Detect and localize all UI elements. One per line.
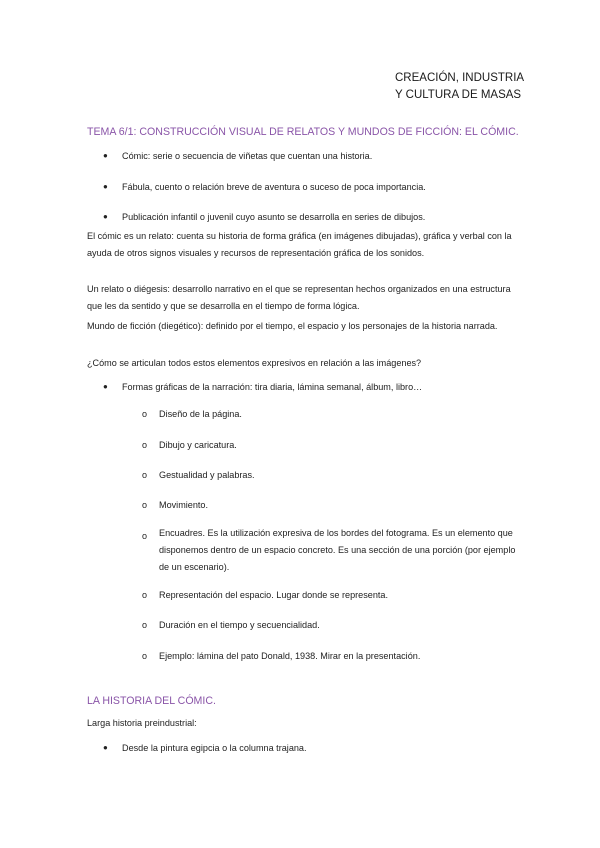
- document-header: [395, 70, 524, 104]
- sub-bullet-icon: o: [142, 440, 148, 450]
- sub-bullet-icon: o: [142, 620, 148, 630]
- sub-list-item: Duración en el tiempo y secuencialidad.: [159, 620, 320, 630]
- bullet-icon: ●: [103, 212, 108, 221]
- paragraph: Larga historia preindustrial:: [87, 718, 197, 728]
- sub-bullet-icon: o: [142, 531, 148, 541]
- header-line-1: CREACIÓN, INDUSTRIA: [395, 72, 525, 84]
- sub-list-item: Encuadres. Es la utilización expresiva de los bordes del fotograma. Es un elemento que disponemos dentro de un espacio concreto. Es una sección de una porción (por ejemplo de un escenario).: [159, 528, 516, 573]
- sub-bullet-icon: o: [142, 500, 148, 510]
- bullet-icon: ●: [103, 151, 108, 160]
- sub-list-item: Ejemplo: lámina del pato Donald, 1938. Mirar en la presentación.: [159, 651, 421, 661]
- section-title: LA HISTORIA DEL CÓMIC.: [87, 695, 216, 707]
- sub-bullet-icon: o: [142, 590, 148, 600]
- list-item: Cómic: serie o secuencia de viñetas que cuentan una historia.: [122, 151, 373, 161]
- sub-list-item: Gestualidad y palabras.: [159, 470, 255, 480]
- paragraph: El cómic es un relato: cuenta su historia de forma gráfica (en imágenes dibujadas), gráfica y verbal con la ayuda de otros signos visuales y recursos de representación gráfica de los sonidos.: [87, 231, 512, 258]
- header-line-2: Y CULTURA DE MASAS: [395, 89, 522, 101]
- paragraph: ¿Cómo se articulan todos estos elementos expresivos en relación a las imágenes?: [87, 358, 422, 368]
- list-item: Publicación infantil o juvenil cuyo asunto se desarrolla en series de dibujos.: [122, 212, 426, 222]
- bullet-icon: ●: [103, 743, 108, 752]
- sub-bullet-icon: o: [142, 470, 148, 480]
- sub-list-item: Dibujo y caricatura.: [159, 440, 237, 450]
- section-title: TEMA 6/1: CONSTRUCCIÓN VISUAL DE RELATOS Y MUNDOS DE FICCIÓN: EL CÓMIC.: [87, 126, 519, 138]
- bullet-icon: ●: [103, 182, 108, 191]
- bullet-icon: ●: [103, 382, 108, 391]
- list-item: Desde la pintura egipcia o la columna trajana.: [122, 743, 307, 753]
- sub-bullet-icon: o: [142, 651, 148, 661]
- paragraph: Un relato o diégesis: desarrollo narrativo en el que se representan hechos organizados en una estructura que les da sentido y que se desarrolla en el tiempo de forma lógica.: [87, 284, 511, 311]
- list-item: Fábula, cuento o relación breve de aventura o suceso de poca importancia.: [122, 182, 426, 192]
- sub-list-item: Diseño de la página.: [159, 409, 242, 419]
- list-item: Formas gráficas de la narración: tira diaria, lámina semanal, álbum, libro…: [122, 382, 423, 392]
- sub-list-item: Movimiento.: [159, 500, 209, 510]
- sub-list-item: Representación del espacio. Lugar donde se representa.: [159, 590, 389, 600]
- sub-bullet-icon: o: [142, 409, 148, 419]
- paragraph: Mundo de ficción (diegético): definido por el tiempo, el espacio y los personajes de la historia narrada.: [87, 321, 498, 331]
